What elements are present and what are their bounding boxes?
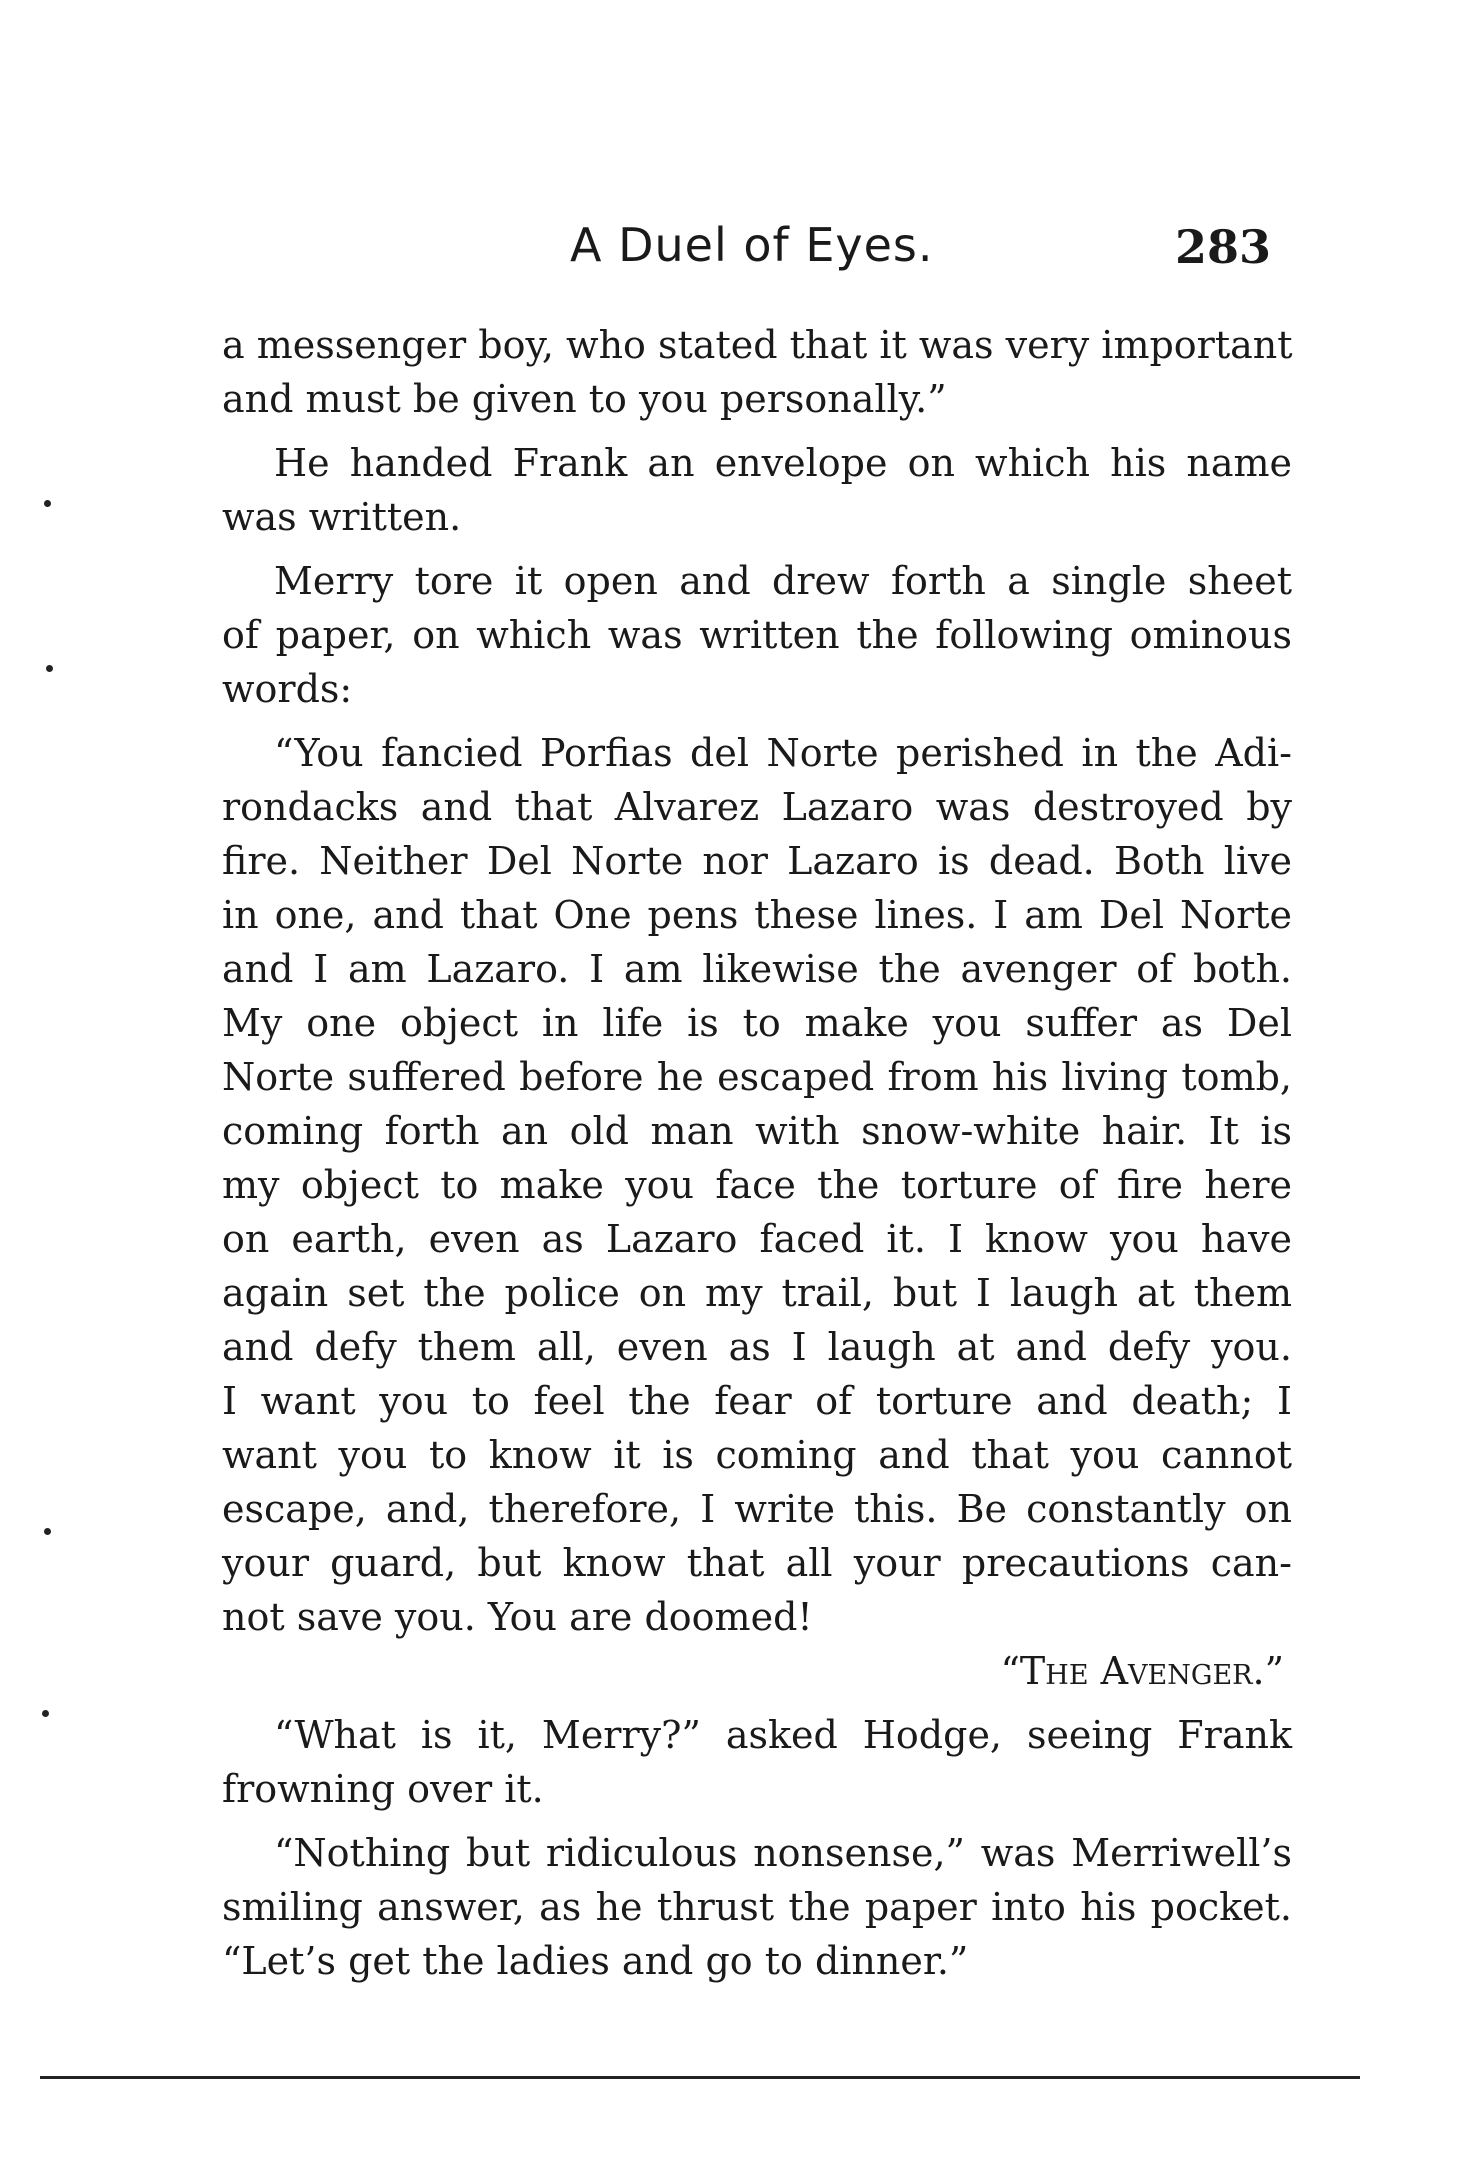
letter-line: fire. Neither Del Norte nor Lazaro is dead. Both live: [222, 839, 1292, 883]
paragraph-gap: [222, 426, 1292, 436]
letter-line: and defy them all, even as I laugh at and defy you.: [222, 1325, 1292, 1369]
letter-line: escape, and, therefore, I write this. Be constantly on: [222, 1487, 1292, 1531]
page-speck: [46, 665, 53, 672]
paragraph-gap: [222, 1816, 1292, 1826]
page-speck: [44, 1528, 51, 1535]
text-line: and must be given to you personally.”: [222, 377, 947, 421]
body-text: [222, 318, 1292, 1988]
letter-line: and I am Lazaro. I am likewise the avenger of both.: [222, 947, 1292, 991]
footer-rule: [40, 2076, 1360, 2079]
paragraph-gap: [222, 716, 1292, 726]
text-line: of paper, on which was written the following ominous: [222, 613, 1292, 657]
running-head: [0, 218, 1457, 288]
letter-line: want you to know it is coming and that you cannot: [222, 1433, 1292, 1477]
page-speck: [44, 500, 51, 507]
text-line: smiling answer, as he thrust the paper into his pocket.: [222, 1885, 1292, 1929]
text-line: a messenger boy, who stated that it was very important: [222, 323, 1293, 367]
letter-line: rondacks and that Alvarez Lazaro was destroyed by: [222, 785, 1292, 829]
text-line: Merry tore it open and drew forth a single sheet: [274, 559, 1292, 603]
text-line: He handed Frank an envelope on which his name: [274, 441, 1292, 485]
text-line: “What is it, Merry?” asked Hodge, seeing Frank: [274, 1713, 1292, 1757]
letter-line: your guard, but know that all your precautions can-: [222, 1541, 1292, 1585]
text-line: was written.: [222, 495, 462, 539]
letter-line: Norte suffered before he escaped from his living tomb,: [222, 1055, 1292, 1099]
letter-line: coming forth an old man with snow-white hair. It is: [222, 1109, 1292, 1153]
letter-line: on earth, even as Lazaro faced it. I know you have: [222, 1217, 1292, 1261]
text-line: “Let’s get the ladies and go to dinner.”: [222, 1939, 969, 1983]
letter-line: my object to make you face the torture of fire here: [222, 1163, 1292, 1207]
text-line: frowning over it.: [222, 1767, 544, 1811]
letter-line: “You fancied Porfias del Norte perished in the Adi-: [274, 731, 1292, 775]
letter-line: My one object in life is to make you suffer as Del: [222, 1001, 1292, 1045]
paragraph-gap: [222, 1698, 1292, 1708]
paragraph-gap: [222, 544, 1292, 554]
letter-signature: “The Avenger.”: [1000, 1649, 1284, 1693]
letter-line: I want you to feel the fear of torture and death; I: [222, 1379, 1292, 1423]
page-speck: [42, 1710, 49, 1717]
page-number: 283: [1175, 220, 1272, 274]
letter-line: not save you. You are doomed!: [222, 1595, 813, 1639]
text-line: “Nothing but ridiculous nonsense,” was Merriwell’s: [274, 1831, 1292, 1875]
running-title: A Duel of Eyes.: [570, 218, 934, 272]
letter-line: in one, and that One pens these lines. I am Del Norte: [222, 893, 1292, 937]
letter-line: again set the police on my trail, but I laugh at them: [222, 1271, 1292, 1315]
text-line: words:: [222, 667, 353, 711]
